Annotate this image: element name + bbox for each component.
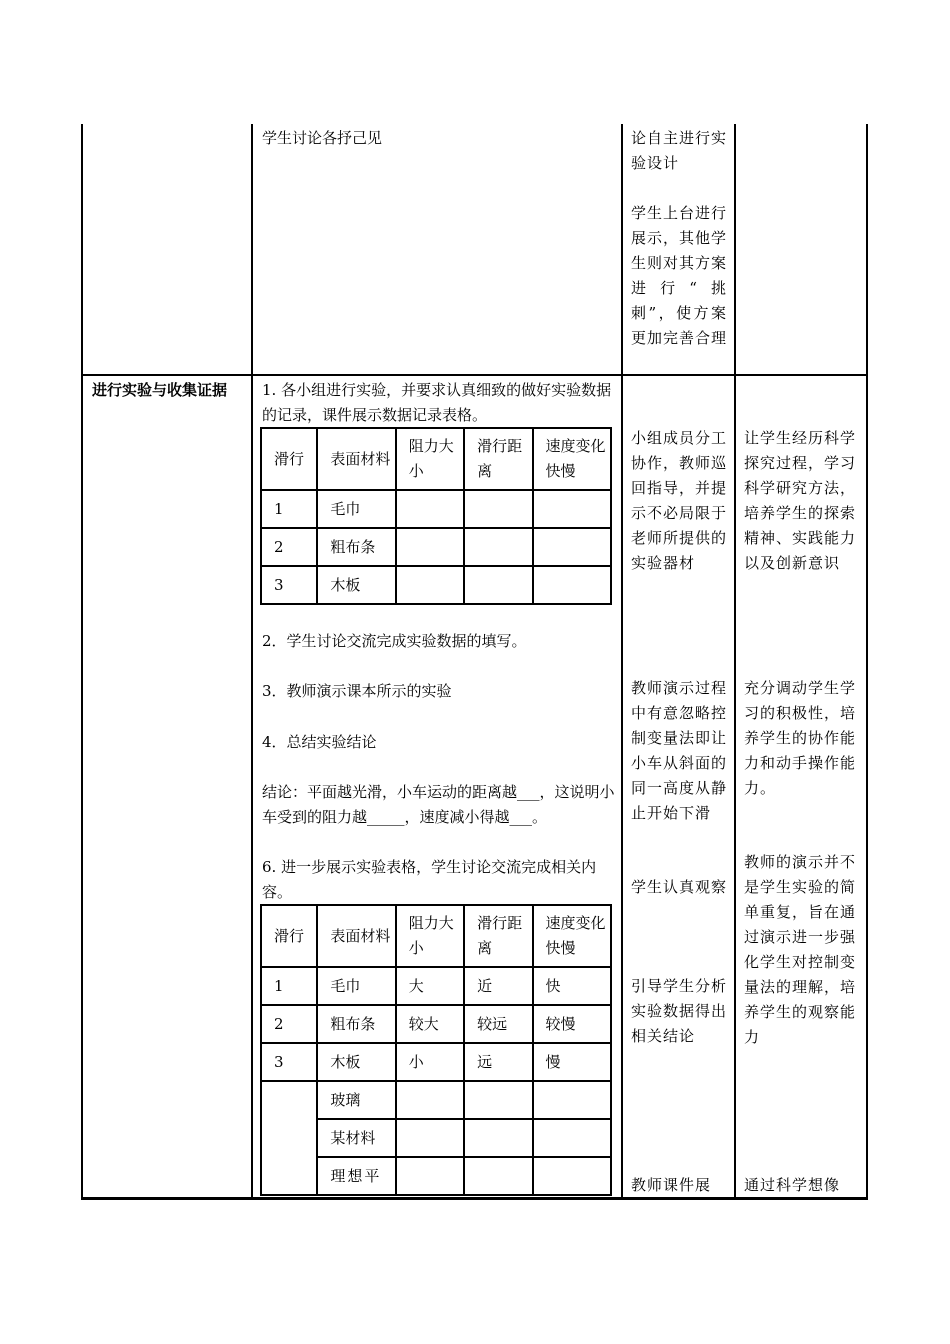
table-cell bbox=[261, 1081, 317, 1119]
table-row bbox=[261, 1119, 611, 1157]
table-cell: 远 bbox=[464, 1043, 532, 1081]
table2-header-2: 阻力大小 bbox=[396, 905, 464, 967]
col3-block-4: 引导学生分析实验数据得出相关结论 bbox=[631, 977, 728, 1045]
table-cell bbox=[396, 566, 464, 604]
conclusion-text: 结论：平面越光滑，小车运动的距离越___，这说明小车受到的阻力越_____，速度减小得越___。 bbox=[262, 783, 615, 826]
table-row bbox=[261, 490, 611, 528]
table-cell bbox=[533, 566, 611, 604]
table-cell bbox=[396, 1157, 464, 1195]
table-row bbox=[261, 566, 611, 604]
table-cell bbox=[533, 528, 611, 566]
table-cell bbox=[464, 1157, 532, 1195]
step6-text: 6. 进一步展示实验表格，学生讨论交流完成相关内容。 bbox=[262, 858, 597, 901]
table-cell: 较慢 bbox=[533, 1005, 611, 1043]
table-cell bbox=[533, 1157, 611, 1195]
col4-block-4: 通过科学想像 bbox=[744, 1176, 841, 1194]
step4-text: 4．总结实验结论 bbox=[262, 733, 377, 751]
step2-text: 2．学生讨论交流完成实验数据的填写。 bbox=[262, 632, 527, 650]
table-cell bbox=[464, 528, 532, 566]
table-cell: 粗布条 bbox=[317, 1005, 395, 1043]
table-cell: 1 bbox=[261, 967, 317, 1005]
table-cell bbox=[396, 528, 464, 566]
table-cell: 粗布条 bbox=[317, 528, 395, 566]
table-cell: 3 bbox=[261, 566, 317, 604]
table-cell: 2 bbox=[261, 1005, 317, 1043]
table-cell bbox=[396, 490, 464, 528]
rule-col1 bbox=[251, 124, 253, 1200]
table-cell bbox=[261, 1119, 317, 1157]
table-cell bbox=[396, 1119, 464, 1157]
rule-right bbox=[866, 124, 868, 1200]
table-cell: 慢 bbox=[533, 1043, 611, 1081]
table-cell: 玻璃 bbox=[317, 1081, 395, 1119]
col3-block-3: 学生认真观察 bbox=[631, 878, 728, 896]
table2-header-1: 表面材料 bbox=[317, 905, 395, 967]
table1-header-0: 滑行 bbox=[261, 428, 317, 490]
table-cell: 2 bbox=[261, 528, 317, 566]
data-table-2 bbox=[260, 904, 612, 1196]
col4-block-2: 充分调动学生学习的积极性，培养学生的协作能力和动手操作能力。 bbox=[744, 679, 857, 797]
table-cell: 快 bbox=[533, 967, 611, 1005]
table-cell bbox=[464, 1119, 532, 1157]
col3-block-5: 教师课件展 bbox=[631, 1176, 712, 1194]
top-row-col3-text-2: 学生上台进行展示，其他学生则对其方案进行“挑刺”，使方案更加完善合理 bbox=[631, 204, 728, 347]
table-cell: 某材料 bbox=[317, 1119, 395, 1157]
table-row bbox=[261, 1005, 611, 1043]
table-cell bbox=[533, 490, 611, 528]
table-cell bbox=[396, 1081, 464, 1119]
table-cell: 大 bbox=[396, 967, 464, 1005]
table-row bbox=[261, 1081, 611, 1119]
table-cell: 木板 bbox=[317, 1043, 395, 1081]
table-row bbox=[261, 967, 611, 1005]
table-row bbox=[261, 1043, 611, 1081]
table-cell bbox=[464, 566, 532, 604]
step1-text: 1. 各小组进行实验，并要求认真细致的做好实验数据的记录，课件展示数据记录表格。 bbox=[262, 381, 612, 424]
stage-label: 进行实验与收集证据 bbox=[92, 381, 228, 399]
table-cell bbox=[464, 1081, 532, 1119]
table-cell: 小 bbox=[396, 1043, 464, 1081]
col3-block-1: 小组成员分工协作，教师巡回指导，并提示不必局限于老师所提供的实验器材 bbox=[631, 429, 728, 572]
table-cell: 理想平 bbox=[317, 1157, 395, 1195]
table-cell: 较大 bbox=[396, 1005, 464, 1043]
table-cell: 木板 bbox=[317, 566, 395, 604]
table1-header-1: 表面材料 bbox=[317, 428, 395, 490]
rule-row-divider bbox=[81, 374, 868, 376]
table-cell bbox=[464, 490, 532, 528]
table2-header-0: 滑行 bbox=[261, 905, 317, 967]
col4-block-1: 让学生经历科学探究过程，学习科学研究方法，培养学生的探索精神、实践能力以及创新意识 bbox=[744, 429, 857, 572]
table-cell bbox=[533, 1119, 611, 1157]
col4-block-3: 教师的演示并不是学生实验的简单重复，旨在通过演示进一步强化学生对控制变量法的理解，培养学生的观察能力 bbox=[744, 853, 857, 1046]
rule-left bbox=[81, 124, 83, 1200]
top-row-col2-text: 学生讨论各抒己见 bbox=[262, 129, 383, 147]
rule-col2 bbox=[621, 124, 623, 1200]
table-row bbox=[261, 1157, 611, 1195]
top-row-col3-text-1: 论自主进行实验设计 bbox=[631, 129, 728, 172]
step3-text: 3．教师演示课本所示的实验 bbox=[262, 682, 452, 700]
table-cell: 近 bbox=[464, 967, 532, 1005]
table-cell: 毛巾 bbox=[317, 490, 395, 528]
rule-col3 bbox=[734, 124, 736, 1200]
data-table-1 bbox=[260, 427, 612, 605]
table-cell: 1 bbox=[261, 490, 317, 528]
col3-block-2: 教师演示过程中有意忽略控制变量法即让小车从斜面的同一高度从静止开始下滑 bbox=[631, 679, 728, 822]
table-row bbox=[261, 528, 611, 566]
table1-header-3: 滑行距离 bbox=[464, 428, 532, 490]
table2-header-3: 滑行距离 bbox=[464, 905, 532, 967]
table2-header-4: 速度变化快慢 bbox=[533, 905, 611, 967]
table-cell bbox=[261, 1157, 317, 1195]
table-cell: 3 bbox=[261, 1043, 317, 1081]
table-cell: 较远 bbox=[464, 1005, 532, 1043]
table1-header-4: 速度变化快慢 bbox=[533, 428, 611, 490]
table-cell: 毛巾 bbox=[317, 967, 395, 1005]
table1-header-2: 阻力大小 bbox=[396, 428, 464, 490]
table-cell bbox=[533, 1081, 611, 1119]
